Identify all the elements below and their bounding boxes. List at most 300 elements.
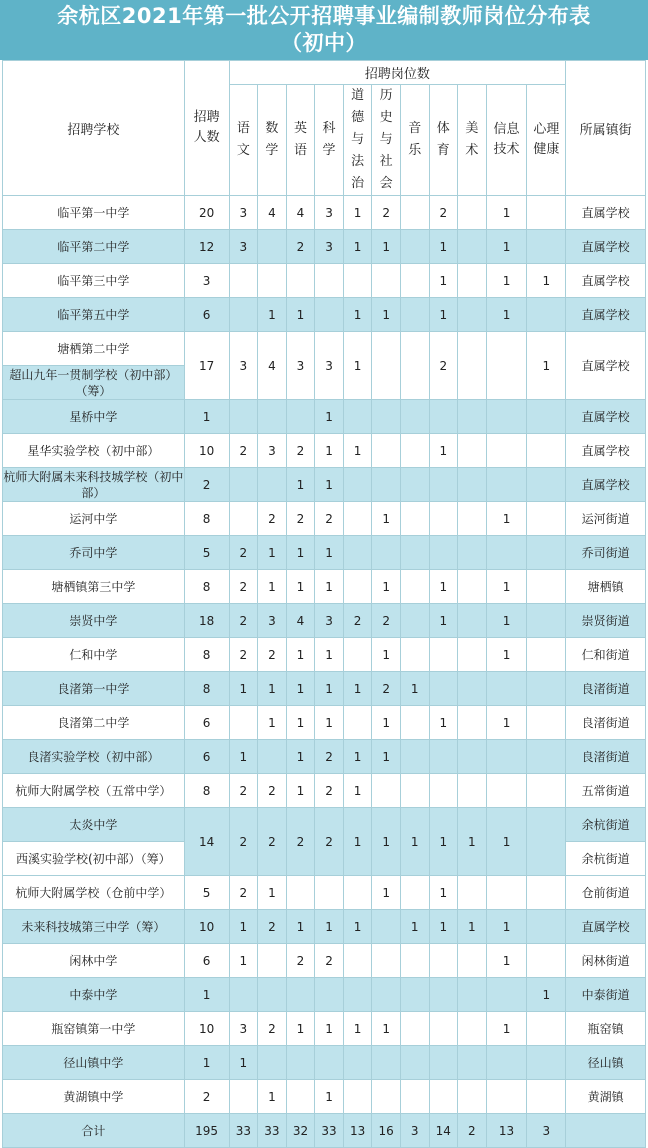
position-count: 2 [258, 774, 287, 808]
position-count [527, 638, 566, 672]
position-count [315, 978, 344, 1012]
position-count [258, 1046, 287, 1080]
position-count [429, 978, 458, 1012]
total-position-count: 14 [429, 1114, 458, 1148]
position-count: 1 [527, 332, 566, 400]
recruit-count: 3 [184, 264, 229, 298]
town-name: 闲林街道 [566, 944, 646, 978]
recruit-count: 5 [184, 876, 229, 910]
town-name: 直属学校 [566, 298, 646, 332]
position-count [429, 468, 458, 502]
town-name: 余杭街道 [566, 808, 646, 842]
position-count [343, 638, 372, 672]
position-count [429, 536, 458, 570]
position-count [527, 876, 566, 910]
position-count [372, 910, 401, 944]
table-row [3, 706, 646, 740]
position-count: 2 [372, 604, 401, 638]
town-name: 塘栖镇 [566, 570, 646, 604]
position-count [429, 502, 458, 536]
position-count: 4 [286, 196, 315, 230]
position-count: 2 [258, 502, 287, 536]
town-name: 良渚街道 [566, 672, 646, 706]
position-count [315, 264, 344, 298]
position-count [458, 1046, 487, 1080]
header-subject: 语文 [229, 85, 258, 196]
position-count: 2 [258, 638, 287, 672]
position-count: 3 [229, 1012, 258, 1046]
total-label: 合计 [3, 1114, 185, 1148]
position-count [258, 468, 287, 502]
position-count [229, 298, 258, 332]
position-count [315, 1046, 344, 1080]
position-count [458, 434, 487, 468]
position-count: 3 [315, 332, 344, 400]
position-count: 1 [343, 434, 372, 468]
position-count [229, 400, 258, 434]
position-count: 1 [258, 1080, 287, 1114]
table-row [3, 876, 646, 910]
position-count: 1 [486, 230, 527, 264]
position-count: 1 [486, 706, 527, 740]
position-count: 2 [286, 230, 315, 264]
position-count [400, 468, 429, 502]
position-count: 2 [229, 876, 258, 910]
position-count [343, 502, 372, 536]
recruit-count: 1 [184, 1046, 229, 1080]
position-count: 1 [429, 876, 458, 910]
position-count: 1 [486, 910, 527, 944]
position-count: 1 [343, 196, 372, 230]
position-count [372, 264, 401, 298]
position-count [458, 672, 487, 706]
position-count [458, 774, 487, 808]
school-name: 杭师大附属学校（仓前中学） [3, 876, 185, 910]
position-count: 1 [343, 332, 372, 400]
position-count [343, 944, 372, 978]
position-count: 1 [400, 910, 429, 944]
table-row [3, 196, 646, 230]
table-row [3, 298, 646, 332]
position-count: 2 [315, 774, 344, 808]
position-count [229, 264, 258, 298]
position-count [400, 706, 429, 740]
position-count: 1 [486, 264, 527, 298]
position-count: 1 [372, 706, 401, 740]
total-position-count: 32 [286, 1114, 315, 1148]
header-town: 所属镇街 [566, 61, 646, 196]
position-count [429, 638, 458, 672]
position-count: 1 [486, 298, 527, 332]
recruit-count: 6 [184, 706, 229, 740]
town-name: 五常街道 [566, 774, 646, 808]
position-count: 3 [286, 332, 315, 400]
position-count: 2 [286, 434, 315, 468]
header-subject: 心理健康 [527, 85, 566, 196]
table-row [3, 468, 646, 502]
position-count [400, 434, 429, 468]
position-count: 2 [315, 740, 344, 774]
position-count: 1 [429, 230, 458, 264]
position-count: 1 [486, 808, 527, 876]
position-count: 1 [429, 570, 458, 604]
total-position-count: 3 [527, 1114, 566, 1148]
position-count [372, 978, 401, 1012]
position-count [400, 774, 429, 808]
school-name: 仁和中学 [3, 638, 185, 672]
position-count: 2 [315, 944, 344, 978]
position-count [527, 910, 566, 944]
position-count: 1 [286, 570, 315, 604]
position-count [372, 468, 401, 502]
position-count [486, 400, 527, 434]
position-count: 4 [286, 604, 315, 638]
town-name: 运河街道 [566, 502, 646, 536]
position-count: 1 [458, 910, 487, 944]
position-count [229, 978, 258, 1012]
table-row [3, 944, 646, 978]
position-count [229, 1080, 258, 1114]
total-row [3, 1114, 646, 1148]
position-count: 1 [372, 1012, 401, 1046]
recruit-count: 2 [184, 468, 229, 502]
position-count: 1 [229, 740, 258, 774]
position-count: 1 [286, 910, 315, 944]
table-row [3, 740, 646, 774]
position-count [527, 944, 566, 978]
position-count [400, 570, 429, 604]
table-row [3, 332, 646, 366]
position-count: 1 [229, 910, 258, 944]
position-count: 1 [486, 1012, 527, 1046]
position-count: 2 [229, 570, 258, 604]
recruit-count: 10 [184, 1012, 229, 1046]
position-count [400, 604, 429, 638]
recruit-count: 14 [184, 808, 229, 876]
school-name: 塘栖第二中学 [3, 332, 185, 366]
position-count [258, 740, 287, 774]
position-count [458, 740, 487, 774]
position-count [400, 230, 429, 264]
school-name: 崇贤中学 [3, 604, 185, 638]
position-count: 1 [372, 638, 401, 672]
position-count [429, 1080, 458, 1114]
position-count [258, 264, 287, 298]
town-name: 良渚街道 [566, 740, 646, 774]
position-count: 1 [372, 502, 401, 536]
school-name: 临平第三中学 [3, 264, 185, 298]
position-count: 1 [343, 672, 372, 706]
recruit-count: 6 [184, 740, 229, 774]
town-name: 瓶窑镇 [566, 1012, 646, 1046]
position-count: 2 [229, 808, 258, 876]
position-count [458, 332, 487, 400]
header-positions: 招聘岗位数 [229, 61, 566, 85]
recruit-count: 12 [184, 230, 229, 264]
header-subject: 音乐 [400, 85, 429, 196]
town-name: 直属学校 [566, 910, 646, 944]
position-count [458, 196, 487, 230]
position-count: 3 [315, 230, 344, 264]
position-count [343, 1080, 372, 1114]
town-name: 直属学校 [566, 434, 646, 468]
school-name: 塘栖镇第三中学 [3, 570, 185, 604]
position-count: 1 [372, 570, 401, 604]
position-count: 1 [429, 910, 458, 944]
position-count [527, 502, 566, 536]
position-count: 2 [429, 196, 458, 230]
position-count: 1 [315, 1012, 344, 1046]
position-count: 1 [315, 638, 344, 672]
position-count [429, 774, 458, 808]
position-count [286, 876, 315, 910]
school-name: 临平第五中学 [3, 298, 185, 332]
position-count: 3 [229, 230, 258, 264]
position-count: 2 [372, 672, 401, 706]
position-count [286, 1046, 315, 1080]
position-count: 1 [343, 808, 372, 876]
town-name: 中泰街道 [566, 978, 646, 1012]
position-count: 2 [315, 502, 344, 536]
position-count [258, 944, 287, 978]
table-row [3, 400, 646, 434]
position-count: 2 [229, 536, 258, 570]
recruit-count: 20 [184, 196, 229, 230]
position-count [372, 434, 401, 468]
position-count: 1 [286, 1012, 315, 1046]
table-row [3, 570, 646, 604]
school-name: 良渚实验学校（初中部） [3, 740, 185, 774]
position-count: 2 [229, 604, 258, 638]
total-position-count: 33 [229, 1114, 258, 1148]
position-count [343, 468, 372, 502]
town-name: 直属学校 [566, 196, 646, 230]
position-count [527, 434, 566, 468]
position-count: 1 [286, 298, 315, 332]
position-count: 2 [429, 332, 458, 400]
position-count [400, 196, 429, 230]
position-count: 1 [372, 740, 401, 774]
position-count: 2 [229, 434, 258, 468]
position-count: 1 [258, 298, 287, 332]
header-subject: 数学 [258, 85, 287, 196]
position-count [429, 1046, 458, 1080]
recruit-count: 10 [184, 910, 229, 944]
table-row [3, 536, 646, 570]
title-line1: 余杭区2021年第一批公开招聘事业编制教师岗位分布表 [57, 4, 591, 28]
total-position-count: 16 [372, 1114, 401, 1148]
position-count: 1 [372, 876, 401, 910]
position-count [486, 468, 527, 502]
position-count: 2 [315, 808, 344, 876]
position-count [400, 400, 429, 434]
position-count [527, 774, 566, 808]
position-count [527, 298, 566, 332]
total-position-count: 2 [458, 1114, 487, 1148]
table-row [3, 264, 646, 298]
position-count: 1 [315, 672, 344, 706]
position-count: 1 [400, 672, 429, 706]
table-row [3, 808, 646, 842]
position-count: 2 [229, 774, 258, 808]
position-count: 1 [486, 604, 527, 638]
recruitment-table [2, 60, 646, 1148]
position-count: 1 [315, 1080, 344, 1114]
position-count [429, 740, 458, 774]
position-count [400, 876, 429, 910]
position-count: 2 [229, 638, 258, 672]
school-name: 运河中学 [3, 502, 185, 536]
position-count [458, 706, 487, 740]
position-count: 4 [258, 196, 287, 230]
header-subject: 英语 [286, 85, 315, 196]
position-count [486, 876, 527, 910]
table-row [3, 502, 646, 536]
position-count [258, 230, 287, 264]
position-count: 2 [258, 808, 287, 876]
position-count: 2 [286, 502, 315, 536]
position-count [458, 400, 487, 434]
position-count: 1 [286, 672, 315, 706]
position-count [486, 536, 527, 570]
position-count: 1 [429, 604, 458, 638]
position-count [286, 264, 315, 298]
position-count: 2 [343, 604, 372, 638]
position-count [343, 400, 372, 434]
position-count [400, 978, 429, 1012]
position-count [400, 264, 429, 298]
position-count: 1 [458, 808, 487, 876]
title-line2: （初中） [281, 31, 367, 55]
position-count: 1 [343, 298, 372, 332]
position-count: 4 [258, 332, 287, 400]
position-count [527, 468, 566, 502]
position-count [458, 638, 487, 672]
position-count [458, 604, 487, 638]
position-count [258, 978, 287, 1012]
total-position-count: 13 [486, 1114, 527, 1148]
position-count [343, 1046, 372, 1080]
header-subject: 美术 [458, 85, 487, 196]
position-count: 1 [429, 808, 458, 876]
table-row [3, 230, 646, 264]
position-count: 1 [343, 740, 372, 774]
recruit-count: 1 [184, 400, 229, 434]
position-count [429, 1012, 458, 1046]
school-name: 闲林中学 [3, 944, 185, 978]
position-count [400, 740, 429, 774]
recruit-count: 8 [184, 638, 229, 672]
town-name: 乔司街道 [566, 536, 646, 570]
school-name: 星桥中学 [3, 400, 185, 434]
recruit-count: 17 [184, 332, 229, 400]
position-count: 3 [315, 604, 344, 638]
town-name: 仁和街道 [566, 638, 646, 672]
position-count [372, 1080, 401, 1114]
table-row [3, 1012, 646, 1046]
position-count: 3 [258, 434, 287, 468]
school-name: 太炎中学 [3, 808, 185, 842]
position-count [527, 1012, 566, 1046]
position-count: 1 [315, 400, 344, 434]
position-count: 1 [527, 978, 566, 1012]
position-count [315, 298, 344, 332]
table-row [3, 638, 646, 672]
school-name: 杭师大附属学校（五常中学） [3, 774, 185, 808]
total-position-count: 33 [315, 1114, 344, 1148]
position-count: 1 [372, 298, 401, 332]
position-count [486, 332, 527, 400]
position-count [229, 502, 258, 536]
position-count: 2 [258, 910, 287, 944]
recruit-count: 2 [184, 1080, 229, 1114]
position-count [486, 434, 527, 468]
title-banner [0, 0, 648, 60]
position-count: 1 [372, 808, 401, 876]
table-row [3, 1080, 646, 1114]
position-count: 2 [286, 808, 315, 876]
position-count: 1 [286, 638, 315, 672]
position-count [527, 740, 566, 774]
position-count [458, 468, 487, 502]
position-count: 1 [486, 502, 527, 536]
position-count: 1 [343, 1012, 372, 1046]
position-count: 1 [229, 944, 258, 978]
position-count [486, 1046, 527, 1080]
position-count [458, 978, 487, 1012]
position-count [372, 944, 401, 978]
total-position-count: 3 [400, 1114, 429, 1148]
position-count: 1 [315, 570, 344, 604]
position-count [429, 672, 458, 706]
recruit-count: 1 [184, 978, 229, 1012]
position-count [229, 706, 258, 740]
total-town [566, 1114, 646, 1148]
position-count: 1 [486, 570, 527, 604]
position-count: 3 [258, 604, 287, 638]
school-name: 良渚第一中学 [3, 672, 185, 706]
header-school: 招聘学校 [3, 61, 185, 196]
position-count [400, 638, 429, 672]
position-count: 1 [429, 434, 458, 468]
position-count: 1 [486, 944, 527, 978]
position-count: 1 [527, 264, 566, 298]
position-count [429, 944, 458, 978]
position-count: 1 [486, 196, 527, 230]
recruit-count: 18 [184, 604, 229, 638]
school-name: 临平第一中学 [3, 196, 185, 230]
town-name: 仓前街道 [566, 876, 646, 910]
position-count [400, 1012, 429, 1046]
town-name: 崇贤街道 [566, 604, 646, 638]
town-name: 余杭街道 [566, 842, 646, 876]
position-count: 2 [286, 944, 315, 978]
position-count [372, 536, 401, 570]
school-name: 杭师大附属未来科技城学校（初中部） [3, 469, 184, 500]
position-count [372, 774, 401, 808]
position-count [486, 672, 527, 706]
town-name: 黄湖镇 [566, 1080, 646, 1114]
position-count [372, 400, 401, 434]
position-count [400, 1080, 429, 1114]
table-row [3, 434, 646, 468]
position-count: 1 [229, 672, 258, 706]
position-count [258, 400, 287, 434]
school-name: 乔司中学 [3, 536, 185, 570]
position-count [343, 264, 372, 298]
position-count [527, 808, 566, 876]
school-name: 径山镇中学 [3, 1046, 185, 1080]
